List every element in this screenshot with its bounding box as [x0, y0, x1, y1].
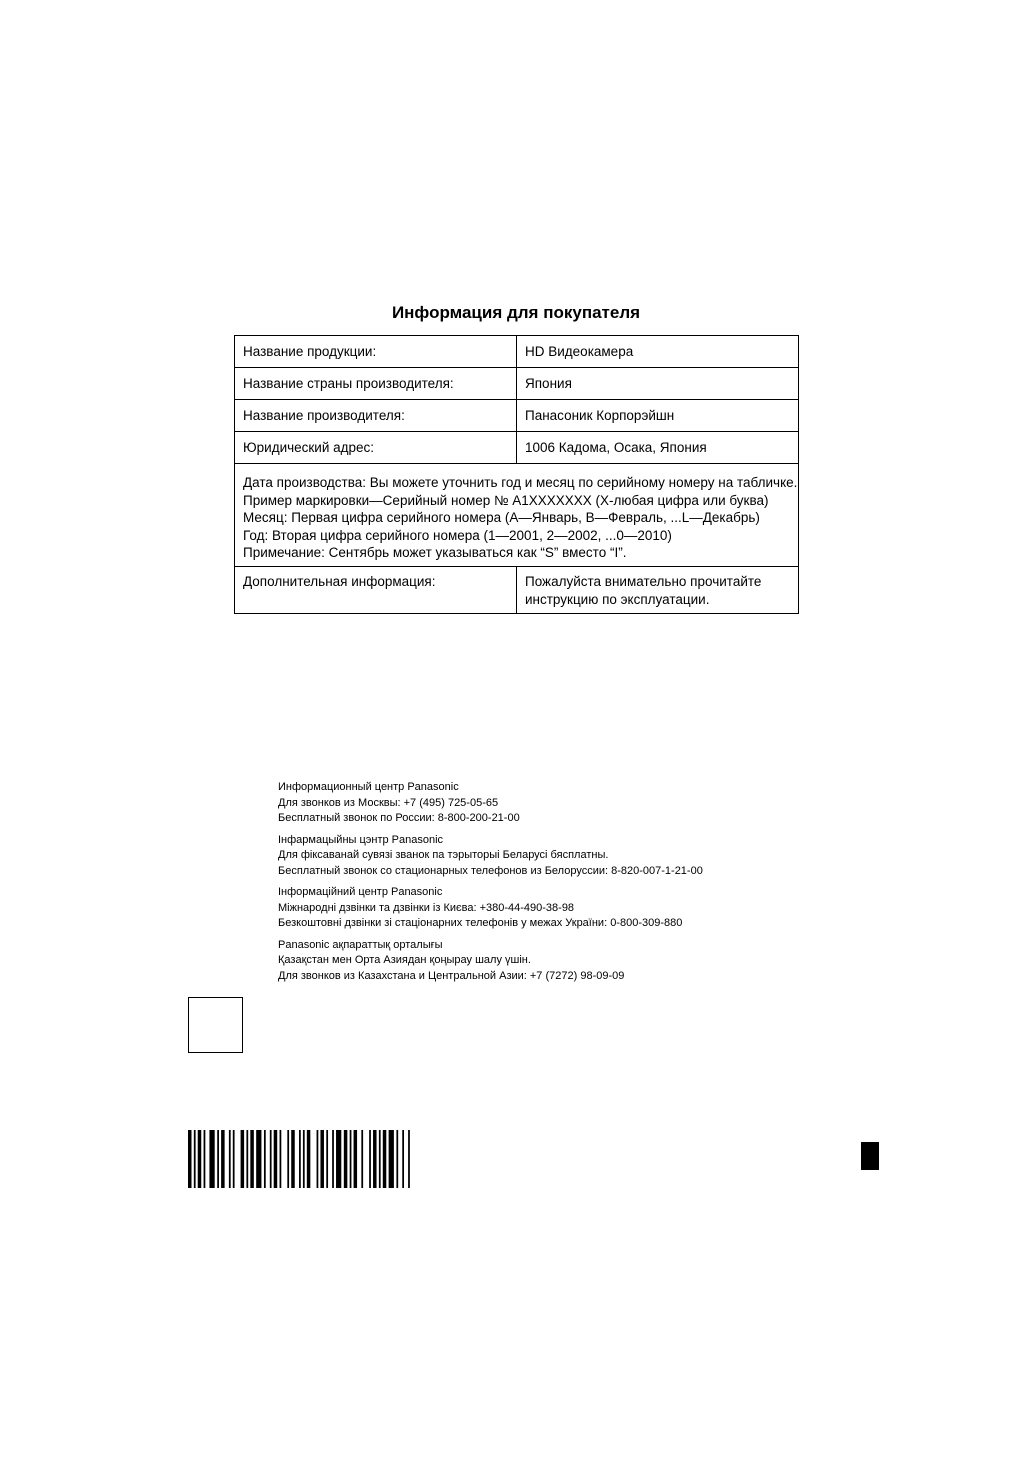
barcode-bar	[332, 1130, 334, 1188]
barcode-bar	[250, 1130, 254, 1188]
barcode-image	[188, 1130, 412, 1188]
note-line: Год: Вторая цифра серийного номера (1—2001, 2—2002, ...0—2010)	[243, 527, 672, 543]
production-note-row	[235, 464, 799, 567]
contact-group	[278, 833, 703, 880]
barcode-bar	[256, 1130, 261, 1188]
barcode-bar	[194, 1130, 196, 1188]
barcode-bar	[307, 1130, 311, 1188]
note-line: Дата производства: Вы можете уточнить год и месяц по серийному номеру на табличке.	[243, 475, 798, 490]
barcode-bar	[287, 1130, 289, 1188]
note-line: Примечание: Сентябрь может указываться как “S” вместо “I”.	[243, 545, 627, 560]
barcode-bar	[350, 1130, 352, 1188]
barcode-bar	[264, 1130, 266, 1188]
row-label: Юридический адрес:	[235, 432, 517, 464]
contact-line: Бесплатный звонок со стационарных телефонов из Белоруссии: 8-820-007-1-21-00	[278, 864, 703, 877]
page-title: Информация для покупателя	[391, 303, 641, 322]
additional-info-row	[235, 566, 799, 613]
barcode-bar	[233, 1130, 235, 1188]
barcode-bar	[274, 1130, 278, 1188]
contact-title: Інформаційний центр Panasonic	[278, 886, 443, 898]
contact-line: Бесплатный звонок по России: 8-800-200-21-00	[278, 812, 520, 824]
table-row	[235, 400, 799, 432]
barcode-bar	[369, 1130, 371, 1188]
row-label: Название производителя:	[235, 400, 517, 432]
barcode-bar	[354, 1130, 358, 1188]
barcode-bar	[198, 1130, 202, 1188]
barcode-bar	[246, 1130, 248, 1188]
barcode-bar	[344, 1130, 348, 1188]
barcode-bar	[209, 1130, 214, 1188]
barcode-bar	[280, 1130, 282, 1188]
row-value: Панасоник Корпорэйшн	[517, 400, 799, 432]
contact-centers	[278, 780, 703, 990]
additional-value	[517, 566, 799, 613]
barcode-bar	[396, 1130, 398, 1188]
barcode-bar	[204, 1130, 206, 1188]
barcode-bar	[221, 1130, 225, 1188]
barcode-bar	[217, 1130, 219, 1188]
barcode-bar	[317, 1130, 319, 1188]
contact-line: Для фіксаванай сувязі званок па тэрыторыі Беларусі бясплатны.	[278, 849, 609, 861]
barcode-bar	[336, 1130, 341, 1188]
contact-line: Қазақстан мен Орта Азиядан қоңырау шалу үшін.	[278, 954, 531, 966]
production-note	[235, 464, 799, 567]
barcode-bar	[303, 1130, 305, 1188]
customer-info-table	[234, 335, 799, 614]
barcode-bar	[299, 1130, 301, 1188]
barcode-bar	[326, 1130, 328, 1188]
barcode-bar	[188, 1130, 192, 1188]
row-label: Название продукции:	[235, 336, 517, 368]
barcode-bar	[373, 1130, 377, 1188]
table-row	[235, 336, 799, 368]
note-line: Месяц: Первая цифра серийного номера (A—Январь, B—Февраль, ...L—Декабрь)	[243, 510, 760, 525]
table-row	[235, 432, 799, 464]
contact-title: Інфармацыйны цэнтр Panasonic	[278, 833, 444, 846]
additional-label: Дополнительная информация:	[235, 566, 517, 613]
barcode-bar	[229, 1130, 231, 1188]
contact-group	[278, 938, 703, 985]
barcode-bar	[270, 1130, 272, 1188]
additional-value-line: инструкцию по эксплуатации.	[525, 591, 710, 607]
barcode-bar	[361, 1130, 363, 1188]
barcode-bar	[402, 1130, 404, 1188]
contact-group	[278, 885, 703, 932]
barcode-bar	[241, 1130, 245, 1188]
barcode-bar	[379, 1130, 381, 1188]
contact-line: Для звонков из Казахстана и Центральной Азии: +7 (7272) 98-09-09	[278, 969, 625, 982]
contact-line: Міжнародні дзвінки та дзвінки із Києва: +380-44-490-38-98	[278, 901, 575, 914]
barcode-bar	[320, 1130, 324, 1188]
row-label: Название страны производителя:	[235, 368, 517, 400]
contact-line: Безкоштовні дзвінки зі стаціонарних телефонів у межах України: 0-800-309-880	[278, 917, 683, 929]
contact-group	[278, 780, 703, 827]
row-value: 1006 Кадома, Осака, Япония	[517, 432, 799, 464]
note-line: Пример маркировки—Серийный номер № A1XXXXXXX (X-любая цифра или буква)	[243, 492, 769, 508]
contact-title: Информационный центр Panasonic	[278, 781, 459, 793]
contact-title: Panasonic ақпараттық орталығы	[278, 938, 443, 951]
barcode-bar	[389, 1130, 394, 1188]
row-value: HD Видеокамера	[517, 336, 799, 368]
black-marker	[861, 1142, 879, 1170]
table-row	[235, 368, 799, 400]
row-value: Япония	[517, 368, 799, 400]
barcode-bar	[408, 1130, 410, 1188]
additional-value-line: Пожалуйста внимательно прочитайте	[525, 573, 762, 589]
empty-box	[188, 997, 243, 1053]
barcode-bar	[383, 1130, 387, 1188]
contact-line: Для звонков из Москвы: +7 (495) 725-05-65	[278, 796, 499, 809]
barcode-bar	[291, 1130, 295, 1188]
